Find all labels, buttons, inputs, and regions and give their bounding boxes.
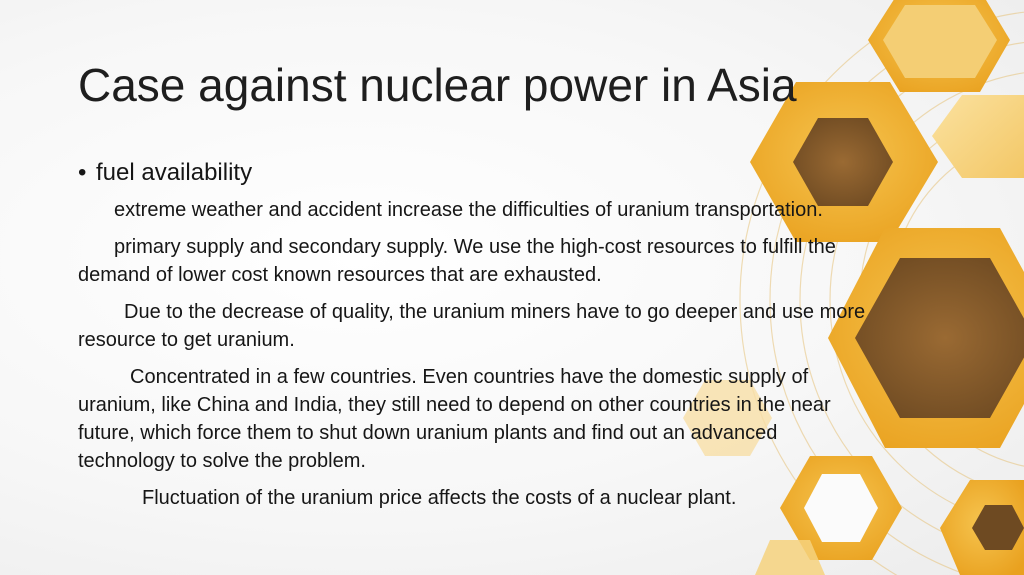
bullet-icon: •: [78, 159, 87, 186]
bullet-item: [78, 156, 878, 190]
paragraph-quality: Due to the decrease of quality, the uranium miners have to go deeper and use more resource to get uranium.: [78, 301, 866, 351]
bullet-text: fuel availability: [96, 159, 253, 186]
slide-body: [78, 156, 878, 521]
paragraph-price: Fluctuation of the uranium price affects the costs of a nuclear plant.: [142, 487, 737, 509]
paragraph-transportation: extreme weather and accident increase the difficulties of uranium transportation.: [114, 199, 823, 221]
paragraph-concentration: Concentrated in a few countries. Even countries have the domestic supply of uranium, like China and India, they still need to depend on other countries in the near future, which force them to shut down uranium plants and find out an advanced technology to solve the problem.: [78, 366, 831, 472]
hexagon-right-small: [932, 95, 1024, 178]
slide-title: Case against nuclear power in Asia: [78, 59, 797, 111]
paragraph-supply: primary supply and secondary supply. We use the high-cost resources to fulfill the demand of lower cost known resources that are exhausted.: [78, 236, 836, 286]
